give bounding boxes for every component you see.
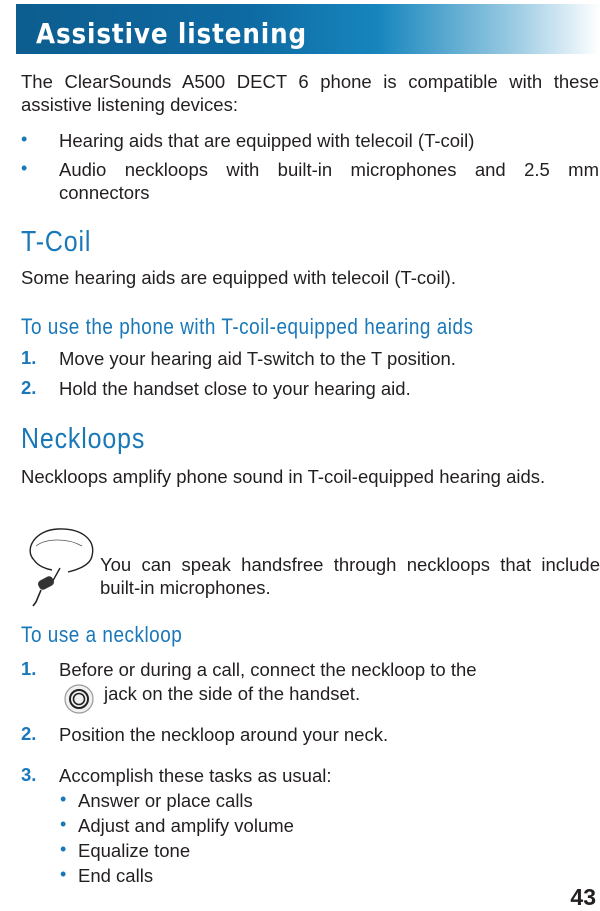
bullet-icon: • [21,129,28,149]
step-number: 3. [21,764,37,785]
page-number: 43 [570,884,596,910]
neckloops-text: Neckloops amplify phone sound in T-coil-equipped hearing aids. [21,466,546,487]
task-item: Equalize tone [78,840,191,861]
tcoil-step-1: Move your hearing aid T-switch to the T position. [59,348,456,369]
tcoil-step-2: Hold the handset close to your hearing aid. [59,378,411,399]
task-item: Answer or place calls [78,790,253,811]
task-item: Adjust and amplify volume [78,815,294,836]
intro-text: The ClearSounds A500 DECT 6 phone is compatible with these assistive listening devices: [21,71,599,115]
neckloop-icon [24,526,98,608]
tcoil-heading: T-Coil [21,226,92,258]
bullet-icon: • [60,814,67,834]
step-number: 2. [21,377,37,398]
tcoil-text: Some hearing aids are equipped with telecoil (T-coil). [21,267,456,288]
tcoil-subheading: To use the phone with T-coil-equipped hearing aids [21,314,474,339]
neckloop-step-2: Position the neckloop around your neck. [59,724,389,745]
bullet-icon: • [60,789,67,809]
neckloop-subheading: To use a neckloop [21,622,183,647]
page-title: Assistive listening [36,17,308,50]
step-number: 2. [21,723,37,744]
intro-bullet-2: Audio neckloops with built-in microphones and 2.5 mm connectors [59,159,599,203]
task-item: End calls [78,865,154,886]
header-banner [16,4,600,54]
step-number: 1. [21,658,37,679]
headset-jack-icon [63,683,95,715]
neckloop-step-3: Accomplish these tasks as usual: [59,765,332,786]
bullet-icon: • [60,864,67,884]
neckloops-heading: Neckloops [21,423,146,455]
neckloop-step-1-text-cont: jack on the side of the handset. [104,683,361,704]
neckloops-note: You can speak handsfree through neckloops that include built-in microphones. [100,554,600,598]
intro-bullet-1: Hearing aids that are equipped with telecoil (T-coil) [59,130,475,151]
bullet-icon: • [21,158,28,178]
step-number: 1. [21,347,37,368]
bullet-icon: • [60,839,67,859]
neckloop-step-1-text: Before or during a call, connect the neckloop to the [59,659,477,680]
